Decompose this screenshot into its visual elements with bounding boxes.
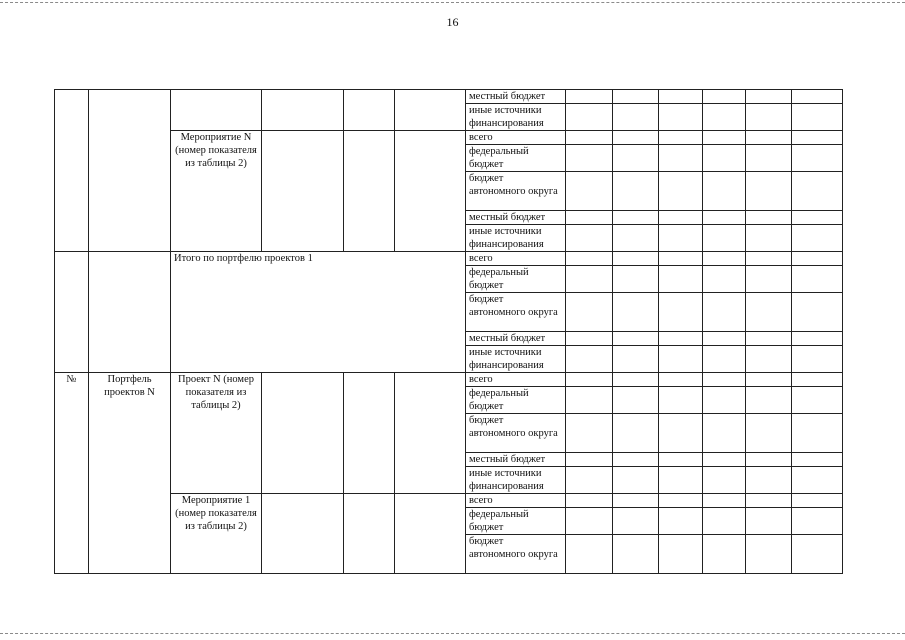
source-okrug: бюджет автономного округа <box>466 293 566 332</box>
source-okrug: бюджет автономного округа <box>466 414 566 453</box>
source-federal: федеральный бюджет <box>466 387 566 414</box>
executor-cell <box>344 90 395 131</box>
coexecutor-cell <box>395 494 466 574</box>
source-total: всего <box>466 373 566 387</box>
source-okrug: бюджет автономного округа <box>466 535 566 574</box>
source-total: всего <box>466 494 566 508</box>
page-top-edge <box>0 2 905 3</box>
table-row <box>55 252 843 266</box>
indicator-cell <box>262 494 344 574</box>
source-local: местный бюджет <box>466 211 566 225</box>
source-federal: федеральный бюджет <box>466 145 566 172</box>
coexecutor-cell <box>395 131 466 252</box>
row-number-label: № <box>55 373 89 574</box>
portfolio-cell <box>89 90 171 252</box>
source-okrug: бюджет автономного округа <box>466 172 566 211</box>
table-row <box>55 90 843 104</box>
source-other: иные источники финансирования <box>466 467 566 494</box>
indicator-cell <box>262 131 344 252</box>
number-cell <box>55 252 89 373</box>
coexecutor-cell <box>395 373 466 494</box>
source-local: местный бюджет <box>466 90 566 104</box>
event-1-label: Мероприятие 1 (номер показателя из таблицы 2) <box>171 494 262 574</box>
page-bottom-edge <box>0 633 905 634</box>
number-cell <box>55 90 89 252</box>
source-total: всего <box>466 252 566 266</box>
source-other: иные источники финансирования <box>466 225 566 252</box>
page-number: 16 <box>446 15 459 29</box>
source-federal: федеральный бюджет <box>466 266 566 293</box>
source-other: иные источники финансирования <box>466 346 566 373</box>
financing-table <box>54 89 843 574</box>
table-row <box>55 373 843 387</box>
project-n-label: Проект N (номер показателя из таблицы 2) <box>171 373 262 494</box>
portfolio-cell <box>89 252 171 373</box>
source-other: иные источники финансирования <box>466 104 566 131</box>
event-n-label: Мероприятие N (номер показателя из таблицы 2) <box>171 131 262 252</box>
executor-cell <box>344 494 395 574</box>
source-total: всего <box>466 131 566 145</box>
coexecutor-cell <box>395 90 466 131</box>
table-row <box>55 494 843 508</box>
executor-cell <box>344 131 395 252</box>
source-federal: федеральный бюджет <box>466 508 566 535</box>
indicator-cell <box>262 90 344 131</box>
source-local: местный бюджет <box>466 332 566 346</box>
source-local: местный бюджет <box>466 453 566 467</box>
table-row <box>55 131 843 145</box>
indicator-cell <box>262 373 344 494</box>
event-cell <box>171 90 262 131</box>
portfolio-n-label: Портфель проектов N <box>89 373 171 574</box>
total-portfolio-label: Итого по портфелю проектов 1 <box>171 252 466 373</box>
executor-cell <box>344 373 395 494</box>
